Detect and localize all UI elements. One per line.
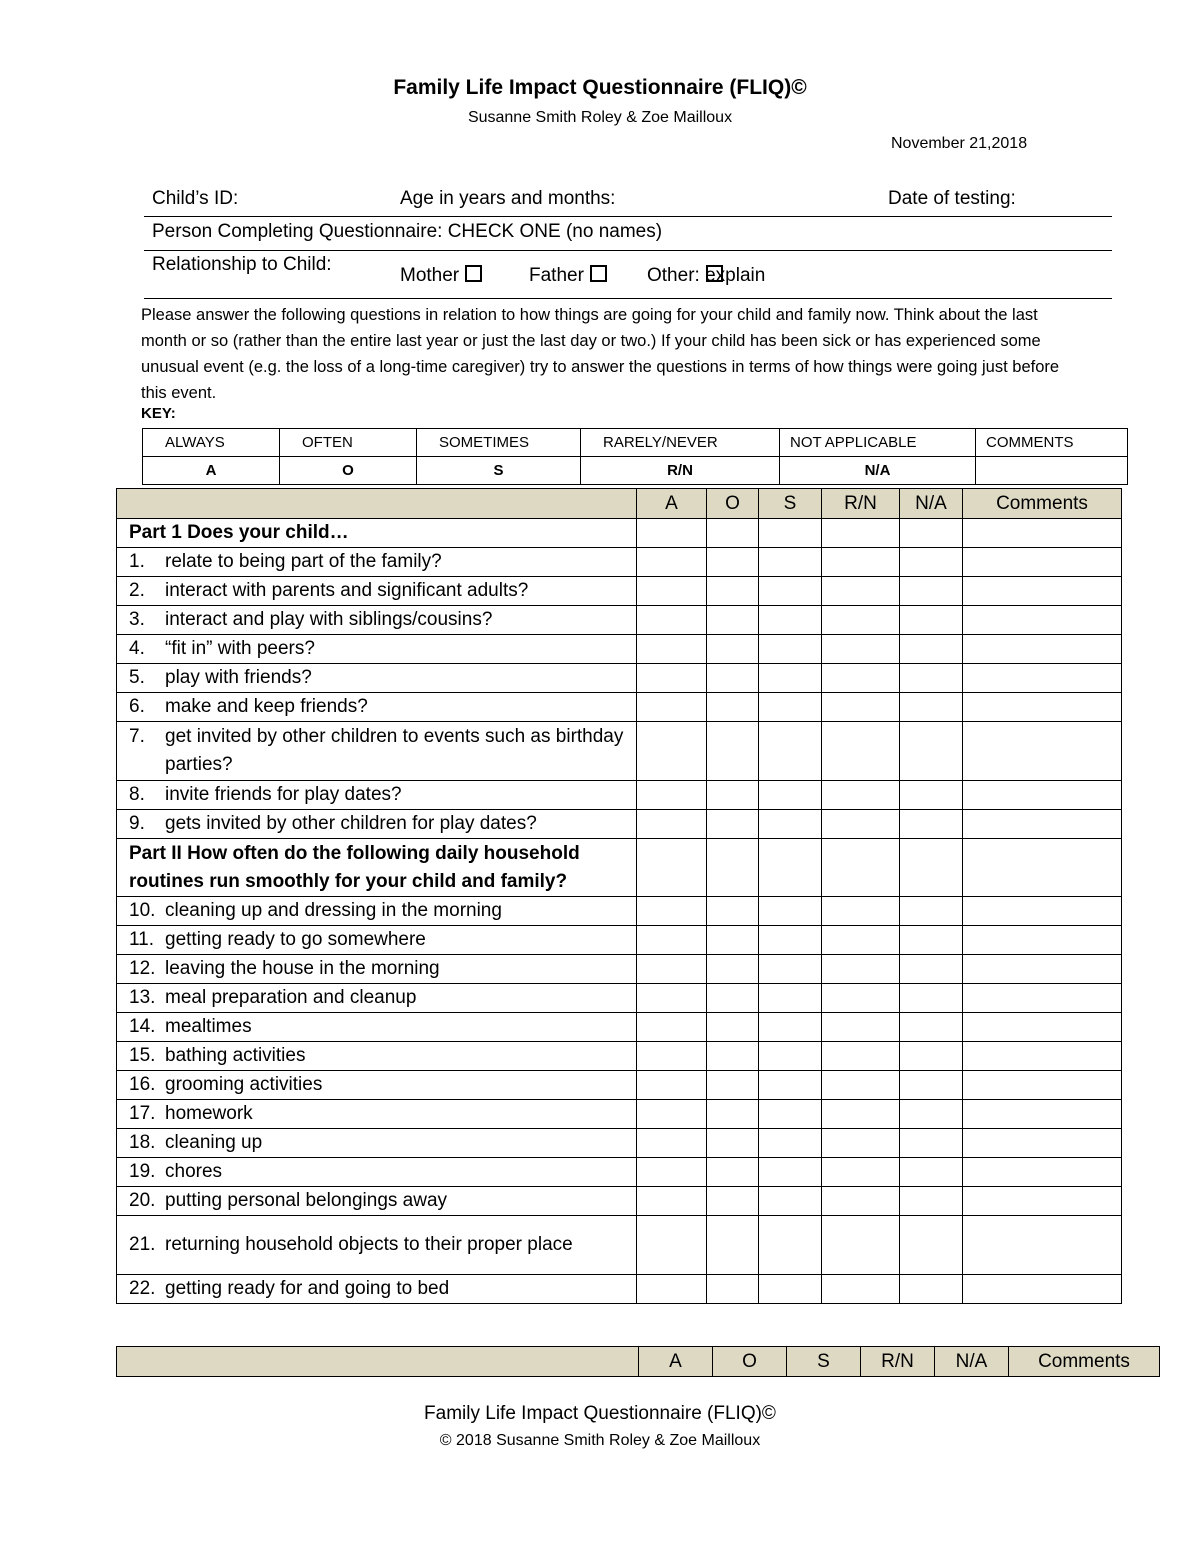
response-cell[interactable]	[637, 577, 707, 606]
response-cell[interactable]	[822, 1187, 900, 1216]
mother-option[interactable]	[400, 265, 459, 287]
question-text: mealtimes	[165, 1016, 252, 1037]
explain-label: explain	[705, 265, 766, 286]
key-table	[142, 428, 1128, 485]
question-number: 10.	[129, 900, 156, 921]
question-cell	[117, 955, 637, 984]
response-cell[interactable]	[759, 635, 822, 664]
question-number: 2.	[129, 580, 145, 601]
response-cell[interactable]	[707, 810, 759, 839]
response-cell[interactable]	[707, 548, 759, 577]
question-cell	[117, 897, 637, 926]
question-text: cleaning up	[165, 1132, 263, 1153]
response-cell[interactable]	[822, 810, 900, 839]
response-cell[interactable]	[707, 577, 759, 606]
column-header: A	[639, 1347, 713, 1377]
comment-cell[interactable]	[963, 519, 1122, 548]
comment-cell[interactable]	[963, 897, 1122, 926]
comment-cell[interactable]	[963, 664, 1122, 693]
question-text: homework	[165, 1103, 253, 1124]
question-number: 17.	[129, 1103, 156, 1124]
response-cell[interactable]	[637, 955, 707, 984]
mother-checkbox[interactable]	[465, 265, 482, 282]
response-cell[interactable]	[637, 897, 707, 926]
comment-cell[interactable]	[963, 693, 1122, 722]
response-cell[interactable]	[759, 722, 822, 781]
question-cell	[117, 926, 637, 955]
response-cell[interactable]	[637, 1275, 707, 1304]
column-header: Comments	[963, 489, 1122, 519]
response-cell[interactable]	[822, 1129, 900, 1158]
response-cell[interactable]	[707, 1129, 759, 1158]
response-cell[interactable]	[759, 1013, 822, 1042]
response-cell[interactable]	[759, 955, 822, 984]
footer-title: Family Life Impact Questionnaire (FLIQ)©	[424, 1403, 776, 1424]
other-label: Other:	[647, 265, 700, 286]
response-cell[interactable]	[900, 1158, 963, 1187]
response-cell[interactable]	[759, 1216, 822, 1275]
column-header: O	[707, 489, 759, 519]
response-cell[interactable]	[759, 1042, 822, 1071]
question-number: 11.	[129, 929, 155, 950]
response-cell[interactable]	[900, 548, 963, 577]
person-completing-row	[144, 219, 1112, 251]
response-cell[interactable]	[707, 955, 759, 984]
response-cell[interactable]	[900, 1013, 963, 1042]
question-row	[117, 548, 1122, 577]
question-number: 13.	[129, 987, 156, 1008]
question-row	[117, 955, 1122, 984]
response-cell[interactable]	[822, 548, 900, 577]
question-cell	[117, 1129, 637, 1158]
response-cell[interactable]	[637, 810, 707, 839]
response-cell[interactable]	[759, 1071, 822, 1100]
header-blank-cell	[117, 489, 637, 519]
response-cell[interactable]	[759, 1158, 822, 1187]
question-row	[117, 1187, 1122, 1216]
part-heading	[117, 519, 637, 548]
response-cell[interactable]	[900, 1216, 963, 1275]
response-cell[interactable]	[822, 926, 900, 955]
response-cell[interactable]	[707, 1100, 759, 1129]
column-header: N/A	[935, 1347, 1009, 1377]
question-cell	[117, 810, 637, 839]
header-blank-cell	[117, 1347, 639, 1377]
response-cell[interactable]	[900, 635, 963, 664]
comment-cell[interactable]	[963, 1071, 1122, 1100]
instructions-text: Please answer the following questions in relation to how things are going for your child and family now. Think about the last month or so (rather than the entire last year or just the last day or two.) If your child has been sick or has experienced some unusual event (e.g. the loss of a long-time caregiver) try to answer the questions in terms of how things were going just before this event.	[141, 306, 1060, 402]
question-row	[117, 664, 1122, 693]
key-header: COMMENTS	[976, 429, 1128, 457]
comment-cell[interactable]	[963, 1216, 1122, 1275]
response-cell[interactable]	[707, 664, 759, 693]
response-cell[interactable]	[707, 839, 759, 897]
question-cell	[117, 635, 637, 664]
question-row	[117, 1158, 1122, 1187]
comment-cell[interactable]	[963, 1013, 1122, 1042]
question-text: grooming activities	[165, 1074, 323, 1095]
response-cell[interactable]	[900, 606, 963, 635]
response-cell[interactable]	[707, 1187, 759, 1216]
question-text: meal preparation and cleanup	[165, 987, 417, 1008]
question-number: 9.	[129, 813, 145, 834]
question-cell	[117, 1100, 637, 1129]
question-row	[117, 1013, 1122, 1042]
response-cell[interactable]	[822, 1042, 900, 1071]
response-cell[interactable]	[900, 926, 963, 955]
question-cell	[117, 1187, 637, 1216]
response-cell[interactable]	[637, 693, 707, 722]
key-code: O	[280, 457, 417, 485]
response-cell[interactable]	[707, 1158, 759, 1187]
comment-cell[interactable]	[963, 548, 1122, 577]
response-cell[interactable]	[637, 635, 707, 664]
response-cell[interactable]	[759, 984, 822, 1013]
response-cell[interactable]	[822, 955, 900, 984]
question-cell	[117, 1013, 637, 1042]
father-label: Father	[529, 265, 584, 286]
question-row	[117, 1216, 1122, 1275]
response-cell[interactable]	[900, 693, 963, 722]
response-cell[interactable]	[900, 664, 963, 693]
response-cell[interactable]	[707, 1216, 759, 1275]
person-completing-label: Person Completing Questionnaire: CHECK ONE (no names)	[152, 221, 663, 242]
comment-cell[interactable]	[963, 781, 1122, 810]
response-cell[interactable]	[822, 1071, 900, 1100]
response-cell[interactable]	[900, 1187, 963, 1216]
question-cell	[117, 693, 637, 722]
comment-cell[interactable]	[963, 1042, 1122, 1071]
response-cell[interactable]	[900, 984, 963, 1013]
response-cell[interactable]	[707, 984, 759, 1013]
response-cell[interactable]	[822, 664, 900, 693]
other-option[interactable]	[647, 265, 765, 287]
question-number: 4.	[129, 638, 145, 659]
response-cell[interactable]	[637, 1187, 707, 1216]
response-cell[interactable]	[637, 1216, 707, 1275]
question-row	[117, 897, 1122, 926]
part-heading-row	[117, 839, 1122, 897]
question-text: leaving the house in the morning	[165, 958, 440, 979]
part-heading	[117, 839, 637, 897]
response-cell[interactable]	[822, 722, 900, 781]
response-cell[interactable]	[707, 1071, 759, 1100]
question-cell	[117, 1158, 637, 1187]
response-cell[interactable]	[900, 781, 963, 810]
response-cell[interactable]	[759, 810, 822, 839]
question-text: get invited by other children to events such as birthday parties?	[165, 726, 624, 775]
comment-cell[interactable]	[963, 635, 1122, 664]
comment-cell[interactable]	[963, 1158, 1122, 1187]
response-cell[interactable]	[759, 693, 822, 722]
response-cell[interactable]	[637, 722, 707, 781]
question-cell	[117, 1275, 637, 1304]
question-number: 19.	[129, 1161, 156, 1182]
question-cell	[117, 722, 637, 781]
comment-cell[interactable]	[963, 1275, 1122, 1304]
response-cell[interactable]	[637, 1042, 707, 1071]
question-text: relate to being part of the family?	[165, 551, 442, 572]
column-header: S	[787, 1347, 861, 1377]
questionnaire-table	[116, 488, 1122, 1304]
child-info-row	[144, 186, 1112, 217]
response-cell[interactable]	[637, 839, 707, 897]
question-text: chores	[165, 1161, 223, 1182]
question-cell	[117, 548, 637, 577]
key-header: OFTEN	[280, 429, 417, 457]
response-cell[interactable]	[707, 519, 759, 548]
question-number: 20.	[129, 1190, 156, 1211]
question-row	[117, 984, 1122, 1013]
question-number: 16.	[129, 1074, 156, 1095]
key-code: S	[417, 457, 581, 485]
response-cell[interactable]	[759, 781, 822, 810]
column-header: A	[637, 489, 707, 519]
question-text: gets invited by other children for play dates?	[165, 813, 537, 834]
column-header: O	[713, 1347, 787, 1377]
comment-cell[interactable]	[963, 722, 1122, 781]
response-cell[interactable]	[900, 1042, 963, 1071]
response-cell[interactable]	[759, 1100, 822, 1129]
column-header: R/N	[861, 1347, 935, 1377]
mother-label: Mother	[400, 265, 460, 286]
response-cell[interactable]	[759, 1275, 822, 1304]
response-cell[interactable]	[822, 1100, 900, 1129]
question-number: 15.	[129, 1045, 156, 1066]
key-header: ALWAYS	[143, 429, 280, 457]
response-cell[interactable]	[637, 984, 707, 1013]
response-cell[interactable]	[707, 722, 759, 781]
response-cell[interactable]	[637, 1129, 707, 1158]
key-code: R/N	[581, 457, 780, 485]
father-option[interactable]	[529, 265, 584, 287]
child-id-field[interactable]: Child’s ID:	[152, 188, 239, 209]
response-cell[interactable]	[707, 1042, 759, 1071]
question-text: interact with parents and significant adults?	[165, 580, 529, 601]
response-cell[interactable]	[759, 839, 822, 897]
column-header: Comments	[1009, 1347, 1160, 1377]
question-cell	[117, 1216, 637, 1275]
date-of-testing-field[interactable]: Date of testing:	[888, 188, 1016, 209]
response-cell[interactable]	[822, 1275, 900, 1304]
response-cell[interactable]	[759, 606, 822, 635]
question-number: 18.	[129, 1132, 156, 1153]
response-cell[interactable]	[822, 519, 900, 548]
response-cell[interactable]	[707, 1013, 759, 1042]
question-cell	[117, 781, 637, 810]
response-cell[interactable]	[707, 1275, 759, 1304]
question-text: cleaning up and dressing in the morning	[165, 900, 502, 921]
question-text: getting ready to go somewhere	[165, 929, 426, 950]
response-cell[interactable]	[900, 1129, 963, 1158]
question-text: “fit in” with peers?	[165, 638, 315, 659]
response-cell[interactable]	[637, 548, 707, 577]
comment-cell[interactable]	[963, 984, 1122, 1013]
question-number: 7.	[129, 726, 145, 747]
response-cell[interactable]	[900, 839, 963, 897]
comment-cell[interactable]	[963, 1100, 1122, 1129]
response-cell[interactable]	[822, 984, 900, 1013]
question-cell	[117, 1042, 637, 1071]
key-label: KEY:	[141, 405, 176, 422]
response-cell[interactable]	[900, 1275, 963, 1304]
response-cell[interactable]	[900, 1100, 963, 1129]
key-header: RARELY/NEVER	[581, 429, 780, 457]
key-code	[976, 457, 1128, 485]
response-cell[interactable]	[637, 664, 707, 693]
question-number: 3.	[129, 609, 145, 630]
response-cell[interactable]	[759, 577, 822, 606]
question-text: invite friends for play dates?	[165, 784, 402, 805]
footer-copyright: © 2018 Susanne Smith Roley & Zoe Mailloux	[439, 1432, 761, 1449]
response-cell[interactable]	[759, 519, 822, 548]
question-cell	[117, 577, 637, 606]
comment-cell[interactable]	[963, 810, 1122, 839]
question-number: 1.	[129, 551, 145, 572]
key-header: SOMETIMES	[417, 429, 581, 457]
comment-cell[interactable]	[963, 926, 1122, 955]
response-cell[interactable]	[637, 1013, 707, 1042]
question-text: play with friends?	[165, 667, 312, 688]
question-cell	[117, 664, 637, 693]
response-cell[interactable]	[900, 810, 963, 839]
response-cell[interactable]	[822, 781, 900, 810]
response-cell[interactable]	[637, 1071, 707, 1100]
question-row	[117, 1129, 1122, 1158]
continuation-header-table	[116, 1346, 1160, 1377]
part-title: Part 1 Does your child…	[129, 522, 349, 543]
response-cell[interactable]	[822, 897, 900, 926]
response-cell[interactable]	[900, 897, 963, 926]
age-field[interactable]: Age in years and months:	[400, 188, 616, 209]
question-row	[117, 1042, 1122, 1071]
response-cell[interactable]	[637, 926, 707, 955]
question-row	[117, 693, 1122, 722]
question-number: 14.	[129, 1016, 156, 1037]
question-row	[117, 635, 1122, 664]
response-cell[interactable]	[637, 1100, 707, 1129]
response-cell[interactable]	[759, 1129, 822, 1158]
question-number: 6.	[129, 696, 145, 717]
response-cell[interactable]	[822, 693, 900, 722]
comment-cell[interactable]	[963, 955, 1122, 984]
question-row	[117, 1071, 1122, 1100]
key-code: N/A	[780, 457, 976, 485]
question-number: 8.	[129, 784, 145, 805]
question-cell	[117, 606, 637, 635]
response-cell[interactable]	[759, 548, 822, 577]
question-row	[117, 606, 1122, 635]
response-cell[interactable]	[637, 606, 707, 635]
other-checkbox[interactable]	[706, 265, 723, 282]
key-header: NOT APPLICABLE	[780, 429, 976, 457]
response-cell[interactable]	[822, 839, 900, 897]
question-row	[117, 781, 1122, 810]
response-cell[interactable]	[822, 1158, 900, 1187]
response-cell[interactable]	[637, 781, 707, 810]
response-cell[interactable]	[822, 577, 900, 606]
comment-cell[interactable]	[963, 1187, 1122, 1216]
response-cell[interactable]	[822, 635, 900, 664]
part-heading-row	[117, 519, 1122, 548]
question-cell	[117, 984, 637, 1013]
response-cell[interactable]	[707, 693, 759, 722]
comment-cell[interactable]	[963, 606, 1122, 635]
question-number: 22.	[129, 1278, 156, 1299]
response-cell[interactable]	[707, 897, 759, 926]
relationship-label: Relationship to Child:	[152, 254, 332, 275]
column-header: R/N	[822, 489, 900, 519]
response-cell[interactable]	[637, 519, 707, 548]
question-row	[117, 1275, 1122, 1304]
question-row	[117, 810, 1122, 839]
response-cell[interactable]	[707, 606, 759, 635]
comment-cell[interactable]	[963, 577, 1122, 606]
question-row	[117, 1100, 1122, 1129]
question-row	[117, 926, 1122, 955]
question-row	[117, 722, 1122, 781]
column-header: N/A	[900, 489, 963, 519]
comment-cell[interactable]	[963, 839, 1122, 897]
response-cell[interactable]	[759, 664, 822, 693]
question-text: make and keep friends?	[165, 696, 368, 717]
question-cell	[117, 1071, 637, 1100]
comment-cell[interactable]	[963, 1129, 1122, 1158]
response-cell[interactable]	[759, 897, 822, 926]
document-title: Family Life Impact Questionnaire (FLIQ)©	[393, 76, 807, 99]
relationship-row	[144, 252, 1112, 299]
question-text: returning household objects to their proper place	[165, 1234, 573, 1255]
part-title: Part II How often do the following daily household routines run smoothly for your child and family?	[129, 842, 580, 892]
response-cell[interactable]	[900, 577, 963, 606]
father-checkbox[interactable]	[590, 265, 607, 282]
response-cell[interactable]	[822, 1013, 900, 1042]
response-cell[interactable]	[637, 1158, 707, 1187]
response-cell[interactable]	[900, 519, 963, 548]
response-cell[interactable]	[900, 1071, 963, 1100]
response-cell[interactable]	[822, 606, 900, 635]
response-cell[interactable]	[822, 1216, 900, 1275]
question-text: getting ready for and going to bed	[165, 1278, 450, 1299]
question-number: 21.	[129, 1234, 156, 1255]
question-row	[117, 577, 1122, 606]
response-cell[interactable]	[900, 722, 963, 781]
question-number: 5.	[129, 667, 145, 688]
response-cell[interactable]	[759, 1187, 822, 1216]
response-cell[interactable]	[707, 781, 759, 810]
response-cell[interactable]	[707, 926, 759, 955]
question-text: interact and play with siblings/cousins?	[165, 609, 493, 630]
question-text: bathing activities	[165, 1045, 306, 1066]
column-header: S	[759, 489, 822, 519]
question-text: putting personal belongings away	[165, 1190, 448, 1211]
response-cell[interactable]	[759, 926, 822, 955]
response-cell[interactable]	[900, 955, 963, 984]
document-authors: Susanne Smith Roley & Zoe Mailloux	[467, 109, 733, 126]
document-date: November 21,2018	[891, 135, 1028, 152]
key-code: A	[143, 457, 280, 485]
response-cell[interactable]	[707, 635, 759, 664]
question-number: 12.	[129, 958, 156, 979]
